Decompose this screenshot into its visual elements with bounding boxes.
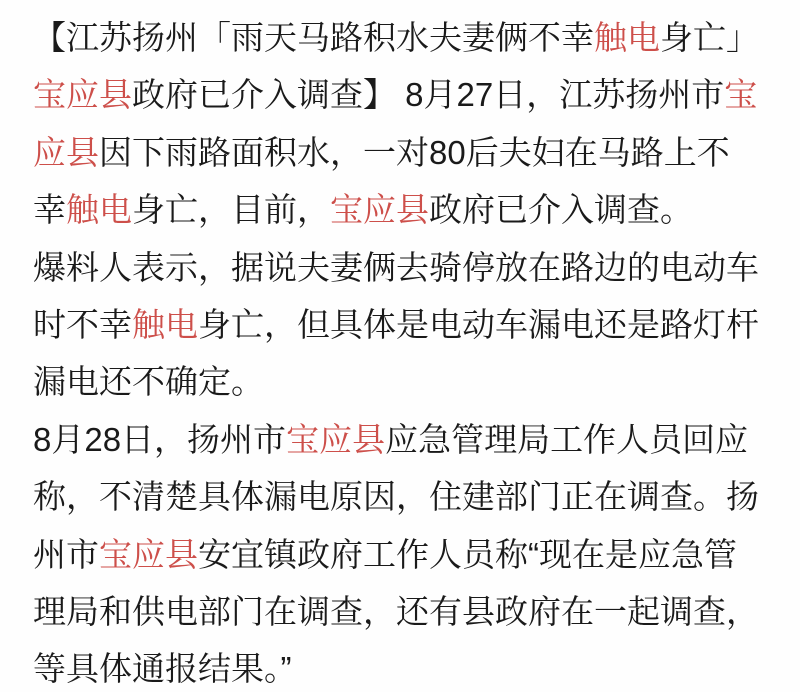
text-segment: 幸 [33,191,66,229]
text-segment: 政府已介入调查】 8月27日，江苏扬州市 [132,76,725,114]
text-line [33,526,770,583]
text-line [33,296,770,353]
text-line [33,181,770,238]
text-segment: 安宜镇政府工作人员称“现在是应急管 [198,535,737,573]
text-line [33,640,770,692]
text-line [33,9,770,66]
text-segment: 【江苏扬州「雨天马路积水夫妻俩不幸 [33,19,594,56]
text-line [33,66,770,123]
highlighted-text-segment: 宝应县 [33,76,132,114]
text-line [33,239,770,296]
text-segment: 政府已介入调查。 [429,191,693,229]
text-line [33,353,770,410]
text-line [33,124,770,181]
text-segment: 等具体通报结果。” [33,650,292,688]
highlighted-text-segment: 宝应县 [286,420,386,458]
text-segment: 时不幸 [33,305,132,343]
highlighted-text-segment: 触电 [594,19,660,56]
text-line [33,583,770,640]
text-segment: 理局和供电部门在调查，还有县政府在一起调查， [33,592,759,630]
text-segment: 因下雨路面积水，一对80后夫妇在马路上不 [99,133,730,171]
highlighted-text-segment: 宝 [724,76,758,114]
text-segment: 身亡」 [660,19,759,56]
highlighted-text-segment: 触电 [66,191,132,229]
text-segment: 身亡，但具体是电动车漏电还是路灯杆 [198,305,759,343]
text-segment: 爆料人表示，据说夫妻俩去骑停放在路边的电动车 [33,248,759,286]
highlighted-text-segment: 应县 [33,133,99,171]
text-segment: 州市 [33,535,99,573]
text-line [33,411,770,468]
text-segment: 称，不清楚具体漏电原因，住建部门正在调查。扬 [33,478,759,516]
text-segment: 应急管理局工作人员回应 [385,420,749,458]
text-line [33,468,770,525]
text-segment: 漏电还不确定。 [33,363,264,401]
text-segment: 8月28日，扬州市 [33,420,287,458]
highlighted-text-segment: 宝应县 [99,535,198,573]
highlighted-text-segment: 宝应县 [330,191,429,229]
highlighted-text-segment: 触电 [132,305,198,343]
text-segment: 身亡，目前， [132,191,330,229]
